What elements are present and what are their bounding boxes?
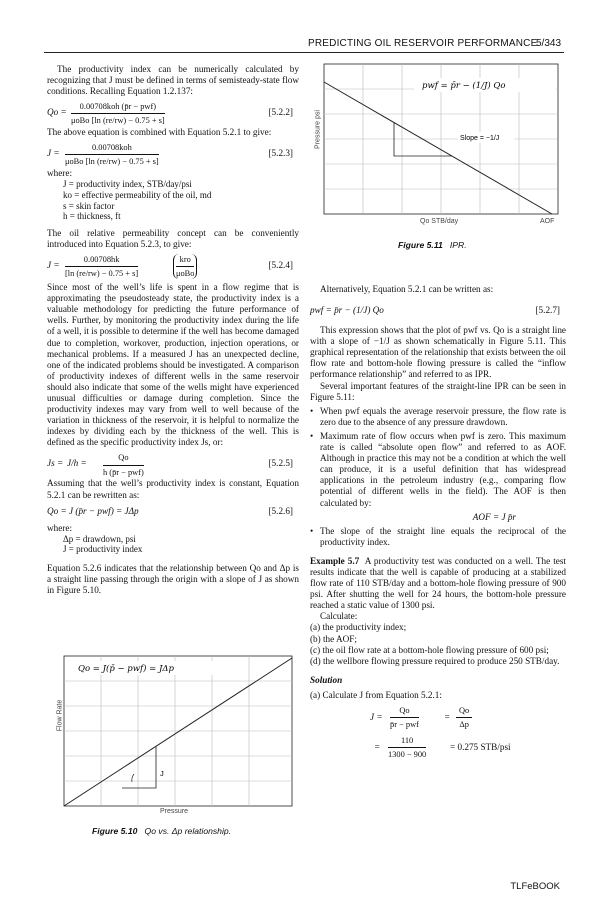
solution-heading: Solution [310,674,343,685]
equation-5-2-4 [47,254,299,278]
equation-lhs: Qo = [47,107,67,118]
figure-5-11-caption [398,240,467,250]
caption-number: Figure 5.11 [398,240,443,250]
denominator: [ln (re/rw) − 0.75 + s] [65,269,139,279]
numerator: Qo [456,705,472,718]
solution-step: (a) Calculate J from Equation 5.2.1: [310,689,442,700]
page-number: 5/343 [536,38,562,49]
fraction [71,101,165,126]
paragraph: Since most of the well’s life is spent in a flow regime that is approximating the pseudosteady state, the productivity index is a valuable methodology for predicting the future performance of wells. Further, by monitoring the productivity index during the life of a well, it is possible to determine if the well has become damaged due to completion, workover, production, injection operations, or mechanical problems. If a measured J has an unexpected decline, one of the indicated problems should be investigated. A comparison of productivity indexes of different wells in the same reservoir should also indicate that some of the wells might have experienced unusual difficulties or damage during completion. Since the productivity indexes may vary from well to well because of the variation in thickness of the reservoir, it is helpful to normalize the indexes by dividing each by the thickness of the well. This is defined as the specific productivity index Js, or: [47,282,299,448]
numerator: Qo [390,705,419,718]
numerator: 110 [388,735,426,748]
where-list [47,179,299,221]
x-axis-label: Pressure [160,808,189,815]
example-text: A productivity test was conducted on a well. The test results indicate that the well is capable of producing at a stabilized flow rate of 110 STB/day and a bottom-hole flowing pressure of 900 psi. After shutting the well for 24 hours, the bottom-hole pressure reached a static value of 1300 psi. [310,555,566,611]
denominator: μoBo [ln (re/rw) − 0.75 + s] [71,116,165,126]
caption-number: Figure 5.10 [92,826,138,836]
equation-lhs: Js = [47,458,64,469]
fraction [103,452,144,477]
slope-label: J [160,769,164,778]
paragraph: Several important features of the straight-line IPR can be seen in Figure 5.11: [310,380,566,402]
paragraph: The oil relative permeability concept can be conveniently introduced into Equation 5.2.3, to give: [47,227,299,249]
equation-5-2-3 [47,142,299,167]
figure-5-10-caption [92,826,231,836]
caption-text: IPR. [449,240,467,250]
running-header: PREDICTING OIL RESERVOIR PERFORMANCE [308,38,538,49]
equation-lhs: J = [47,260,60,271]
numerator: 0.00708koh [65,142,159,155]
bullet-item: • When pwf equals the average reservoir pressure, the flow rate is zero due to the absence of any pressure drawdown. [310,406,566,428]
figure-5-11 [314,62,564,225]
equation-5-2-2 [47,101,299,126]
footer-watermark: TLFeBOOK [510,881,560,892]
x-axis-end-label: AOF [540,218,555,225]
figure-5-10-plot [56,652,296,812]
where-item: s = skin factor [63,200,115,211]
bullet-item: • Maximum rate of flow occurs when pwf is zero. This maximum rate is called “absolute open flow” and referred to as AOF. Although in practice this may not be a condition at which the well can produce, it is a useful definition that has widespread applications in the petroleum industry (e.g., comparing flow potential of different wells in the field). The AOF is then calculated by: [310,431,566,509]
where-label: where: [47,522,72,533]
fraction [65,254,138,279]
solution-equation-1 [370,705,566,731]
right-column [310,284,566,765]
fraction [388,735,426,760]
paragraph: Equation 5.2.6 indicates that the relationship between Qo and Δp is a straight line passing through the origin with a slope of J as shown in Figure 5.10. [47,562,299,596]
example-paragraph [310,556,566,611]
aof-equation: AOF = J p̄r [472,511,516,522]
y-axis-label: Flow Rate [56,699,64,732]
question-item: (c) the oil flow rate at a bottom-hole flowing pressure of 600 psi; [310,644,549,655]
paren-fraction [173,254,197,279]
where-item: Δp = drawdown, psi [63,533,136,544]
equation-number: [5.2.6] [268,505,293,516]
paragraph: Alternatively, Equation 5.2.1 can be written as: [320,284,494,294]
where-item: h = thickness, ft [63,211,121,222]
bullet-item: • The slope of the straight line equals the reciprocal of the productivity index. [310,526,566,548]
slope-label: Slope = −1/J [460,135,500,142]
header-rule [44,52,564,53]
fraction [456,705,472,730]
fraction [65,142,159,167]
figure-5-10 [56,652,296,815]
line-label: pwf = p̄r − (1/J) Qo [422,81,506,91]
equation-lhs: J = [47,148,60,159]
y-axis-label: Pressure psi [314,110,322,149]
figure-5-11-plot [318,62,564,222]
equation-number: [5.2.2] [268,107,293,118]
denominator: p̄r − pwf [390,720,419,730]
denominator: μoBo [176,269,195,279]
question-item: (a) the productivity index; [310,622,407,633]
where-item: ko = effective permeability of the oil, md [63,190,212,201]
where-label: where: [47,168,72,179]
fraction [390,705,419,730]
line-label: Qo = J(p̄ − pwf) = JΔp [78,664,174,674]
numerator: 0.00708koh (p̄r − pwf) [71,101,165,114]
equation-mid: J/h = [67,458,87,469]
paragraph: Assuming that the well’s productivity index is constant, Equation 5.2.1 can be rewritten as: [47,478,299,500]
numerator: 0.00708hk [65,254,138,267]
numerator: Qo [103,452,144,465]
equation-5-2-7 [310,299,566,321]
calculate-label: Calculate: [320,611,358,622]
denominator: Δp [459,720,469,730]
where-list [47,534,299,555]
result: = 0.275 STB/psi [450,742,511,752]
question-item: (d) the wellbore flowing pressure required to produce 250 STB/day. [310,655,560,666]
left-column [47,64,299,596]
equals-sign: = [374,742,381,752]
equation-number: [5.2.3] [268,148,293,159]
equation-number: [5.2.4] [268,260,293,271]
denominator: μoBo [ln (re/rw) − 0.75 + s] [65,157,159,167]
caption-text: Qo vs. Δp relationship. [144,826,232,836]
where-item: J = productivity index [63,544,143,555]
equation-5-2-5 [47,452,299,477]
equation-body: Qo = J (p̄r − pwf) = JΔp [47,505,139,516]
paragraph: The above equation is combined with Equation 5.2.1 to give: [47,127,272,138]
equation-5-2-6 [47,505,299,519]
equation-body: pwf = p̄r − (1/J) Qo [310,305,384,316]
equation-number: [5.2.7] [535,305,560,316]
denominator: 1300 − 900 [388,750,427,760]
numerator: kro [176,254,194,267]
denominator: h (p̄r − pwf) [103,467,144,477]
equation-number: [5.2.5] [268,458,293,469]
example-title: Example 5.7 [310,555,360,566]
paragraph: The productivity index can be numerically calculated by recognizing that J must be defined in terms of semisteady-state flow conditions. Recalling Equation 1.2.137: [47,64,299,97]
equals-sign: = [444,712,451,722]
solution-equation-2 [370,735,566,761]
paragraph: This expression shows that the plot of pwf vs. Qo is a straight line with a slope of −1/J as shown schematically in Figure 5.11. This graphical representation of the relationship that exists between the oil flow rate and bottom-hole flowing pressure is called the “inflow performance relationship” and referred to as IPR. [310,325,566,380]
x-axis-label: Qo STB/day [420,218,459,225]
equation-lhs: J = [370,712,383,722]
where-item: J = productivity index, STB/day/psi [63,179,192,190]
question-item: (b) the AOF; [310,633,357,644]
